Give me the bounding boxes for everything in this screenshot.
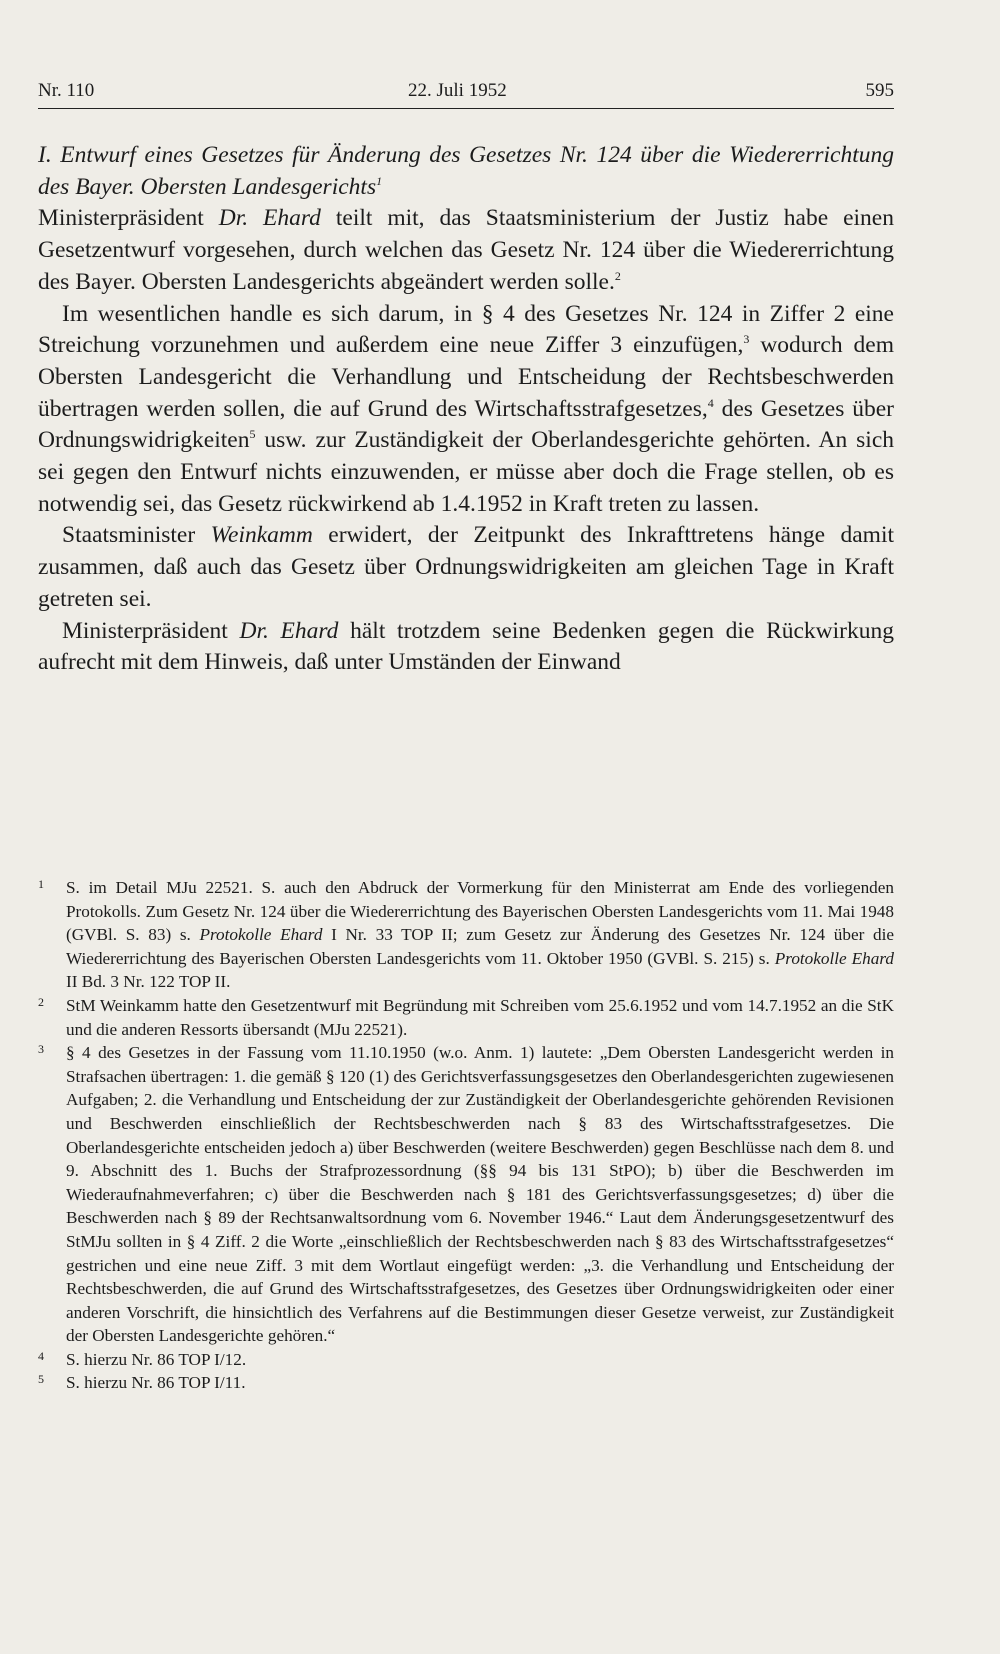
footnote — [38, 876, 894, 994]
footnotes — [38, 876, 894, 1395]
footnote-ref: 5 — [249, 427, 256, 442]
footnote-text: S. hierzu Nr. 86 TOP I/12. — [66, 1349, 247, 1369]
paragraph-text: Im wesentlichen handle es sich darum, in § 4 des Gesetzes Nr. 124 in Ziffer 2 eine Streichung vorzunehmen und außerdem eine neue Ziffer 3 einzufügen, — [38, 300, 894, 359]
paragraph-text: wodurch dem Obersten Landesgericht die Verhandlung und Entscheidung der Rechtsbeschwerden übertragen werden sollen, die auf Grund des Wirtschaftsstrafgesetzes, — [38, 332, 895, 422]
document-number: Nr. 110 — [38, 80, 95, 101]
footnote-segment: I Nr. 33 TOP II; zum Gesetz zur Änderung des Gesetzes Nr. 124 über die Wiedererrichtung des Bayerischen Obersten Landesgerichts vom 11. Oktober 1950 (GVBl. S. 215) s. — [66, 925, 895, 968]
footnote-ref: 3 — [743, 332, 750, 347]
paragraph-text: des Gesetzes über Ordnungswidrigkeiten — [38, 395, 894, 454]
paragraph — [38, 520, 894, 615]
paragraph-text: Ministerpräsident — [38, 205, 219, 232]
footnote-ref: 4 — [707, 395, 714, 410]
footnote — [38, 1348, 894, 1372]
paragraph-text: erwidert, der Zeitpunkt des Inkrafttretens hänge damit zusammen, daß auch das Gesetz über Ordnungswidrigkeiten am gleichen Tage in Kraft getreten sei. — [38, 522, 894, 612]
footnote-text: S. hierzu Nr. 86 TOP I/11. — [66, 1373, 246, 1393]
page-number: 595 — [865, 80, 894, 101]
person-name: Dr. Ehard — [218, 205, 321, 232]
footnote-text: StM Weinkamm hatte den Gesetzentwurf mit Begründung mit Schreiben vom 25.6.1952 und vom 14.7.1952 an die StK und die anderen Ressorts übersandt (MJu 22521). — [66, 995, 894, 1039]
footnote-number: 4 — [38, 1348, 44, 1363]
footnote-number: 2 — [38, 994, 44, 1009]
section-heading-text: I. Entwurf eines Gesetzes für Änderung des Gesetzes Nr. 124 über die Wiedererrichtung des Bayer. Obersten Landesgerichts — [38, 142, 894, 200]
footnote-number: 1 — [38, 877, 44, 891]
paragraph-text: Staatsminister — [62, 522, 211, 549]
main-text — [38, 140, 894, 679]
paragraph — [38, 616, 894, 679]
section-heading — [38, 140, 894, 203]
paragraph-text: teilt mit, das Staatsministerium der Justiz habe einen Gesetzentwurf vorgesehen, durch welchen das Gesetz Nr. 124 über die Wiedererrichtung des Bayer. Obersten Landesgerichts abgeändert werden solle. — [38, 205, 894, 295]
paragraph-text: usw. zur Zuständigkeit der Oberlandesgerichte gehörten. An sich sei gegen den Entwurf nichts einzuwenden, er müsse aber doch die Frage stellen, ob es notwendig sei, das Gesetz rückwirkend ab 1.4.1952 in Kraft treten zu lassen. — [38, 427, 894, 517]
footnote-text — [66, 876, 894, 994]
running-header — [38, 78, 894, 109]
person-name: Dr. Ehard — [239, 617, 339, 644]
footnote-number: 5 — [38, 1372, 44, 1387]
footnote — [38, 1371, 894, 1395]
footnote-segment: II Bd. 3 Nr. 122 TOP II. — [66, 972, 231, 992]
paragraph — [38, 299, 894, 521]
header-date: 22. Juli 1952 — [408, 80, 507, 101]
citation-title: Protokolle Ehard — [774, 948, 894, 968]
footnote-ref: 2 — [614, 268, 621, 283]
paragraph — [38, 203, 894, 298]
paragraph-text: Ministerpräsident — [62, 617, 240, 644]
footnote-segment: S. im Detail MJu 22521. S. auch den Abdruck der Vormerkung für den Ministerrat am Ende des vorliegenden Protokolls. Zum Gesetz Nr. 124 über die Wiedererrichtung des Bayerischen Obersten Landesgerichts vom 11. Mai 1948 (GVBl. S. 83) s. — [66, 878, 894, 945]
person-name: Weinkamm — [210, 522, 313, 549]
footnote-text: § 4 des Gesetzes in der Fassung vom 11.10.1950 (w.o. Anm. 1) lautete: „Dem Obersten Landesgericht werden in Strafsachen übertragen: 1. die gemäß § 120 (1) des Gerichtsverfassungsgesetzes den Oberlandesgerichten zugewiesenen Aufgaben; 2. die Verhandlung und Entscheidung der zur Zuständigkeit der Oberlandesgerichte gehörenden Revisionen und Beschwerden einschließlich der Rechtsbeschwerden nach § 83 des Wirtschaftsstrafgesetzes. Die Oberlandesgerichte entscheiden jedoch a) über Beschwerden (weitere Beschwerden) gegen Beschlüsse nach dem 8. und 9. Abschnitt des 1. Buchs der Strafprozessordnung (§§ 94 bis 131 StPO); b) über die Beschwerden im Wiederaufnahmeverfahren; c) über die Beschwerden nach § 181 des Gerichtsverfassungsgesetzes; d) über die Beschwerden nach § 89 der Rechtsanwaltsordnung vom 6. November 1946.“ Laut dem Änderungsgesetzentwurf des StMJu sollten in § 4 Ziff. 2 die Worte „einschließlich der Rechtsbeschwerden nach § 83 des Wirtschaftsstrafgesetzes“ gestrichen und eine neue Ziff. 3 mit dem Wortlaut eingefügt werden: „3. die Verhandlung und Entscheidung der Rechtsbeschwerden, die auf Grund des Wirtschaftsstrafgesetzes, des Gesetzes über Ordnungswidrigkeiten oder einer anderen Vorschrift, die hinsichtlich des Verfahrens auf die Bestimmungen dieser Gesetze verweist, zur Zuständigkeit der Obersten Landesgerichte gehören.“ — [66, 1043, 894, 1346]
citation-title: Protokolle Ehard — [199, 925, 323, 945]
footnote-ref: 1 — [376, 173, 383, 188]
footnote — [38, 1041, 894, 1348]
footnote — [38, 994, 894, 1041]
paragraph-text: hält trotzdem seine Bedenken gegen die Rückwirkung aufrecht mit dem Hinweis, daß unter Umständen der Einwand — [38, 617, 894, 676]
footnote-number: 3 — [38, 1042, 44, 1057]
